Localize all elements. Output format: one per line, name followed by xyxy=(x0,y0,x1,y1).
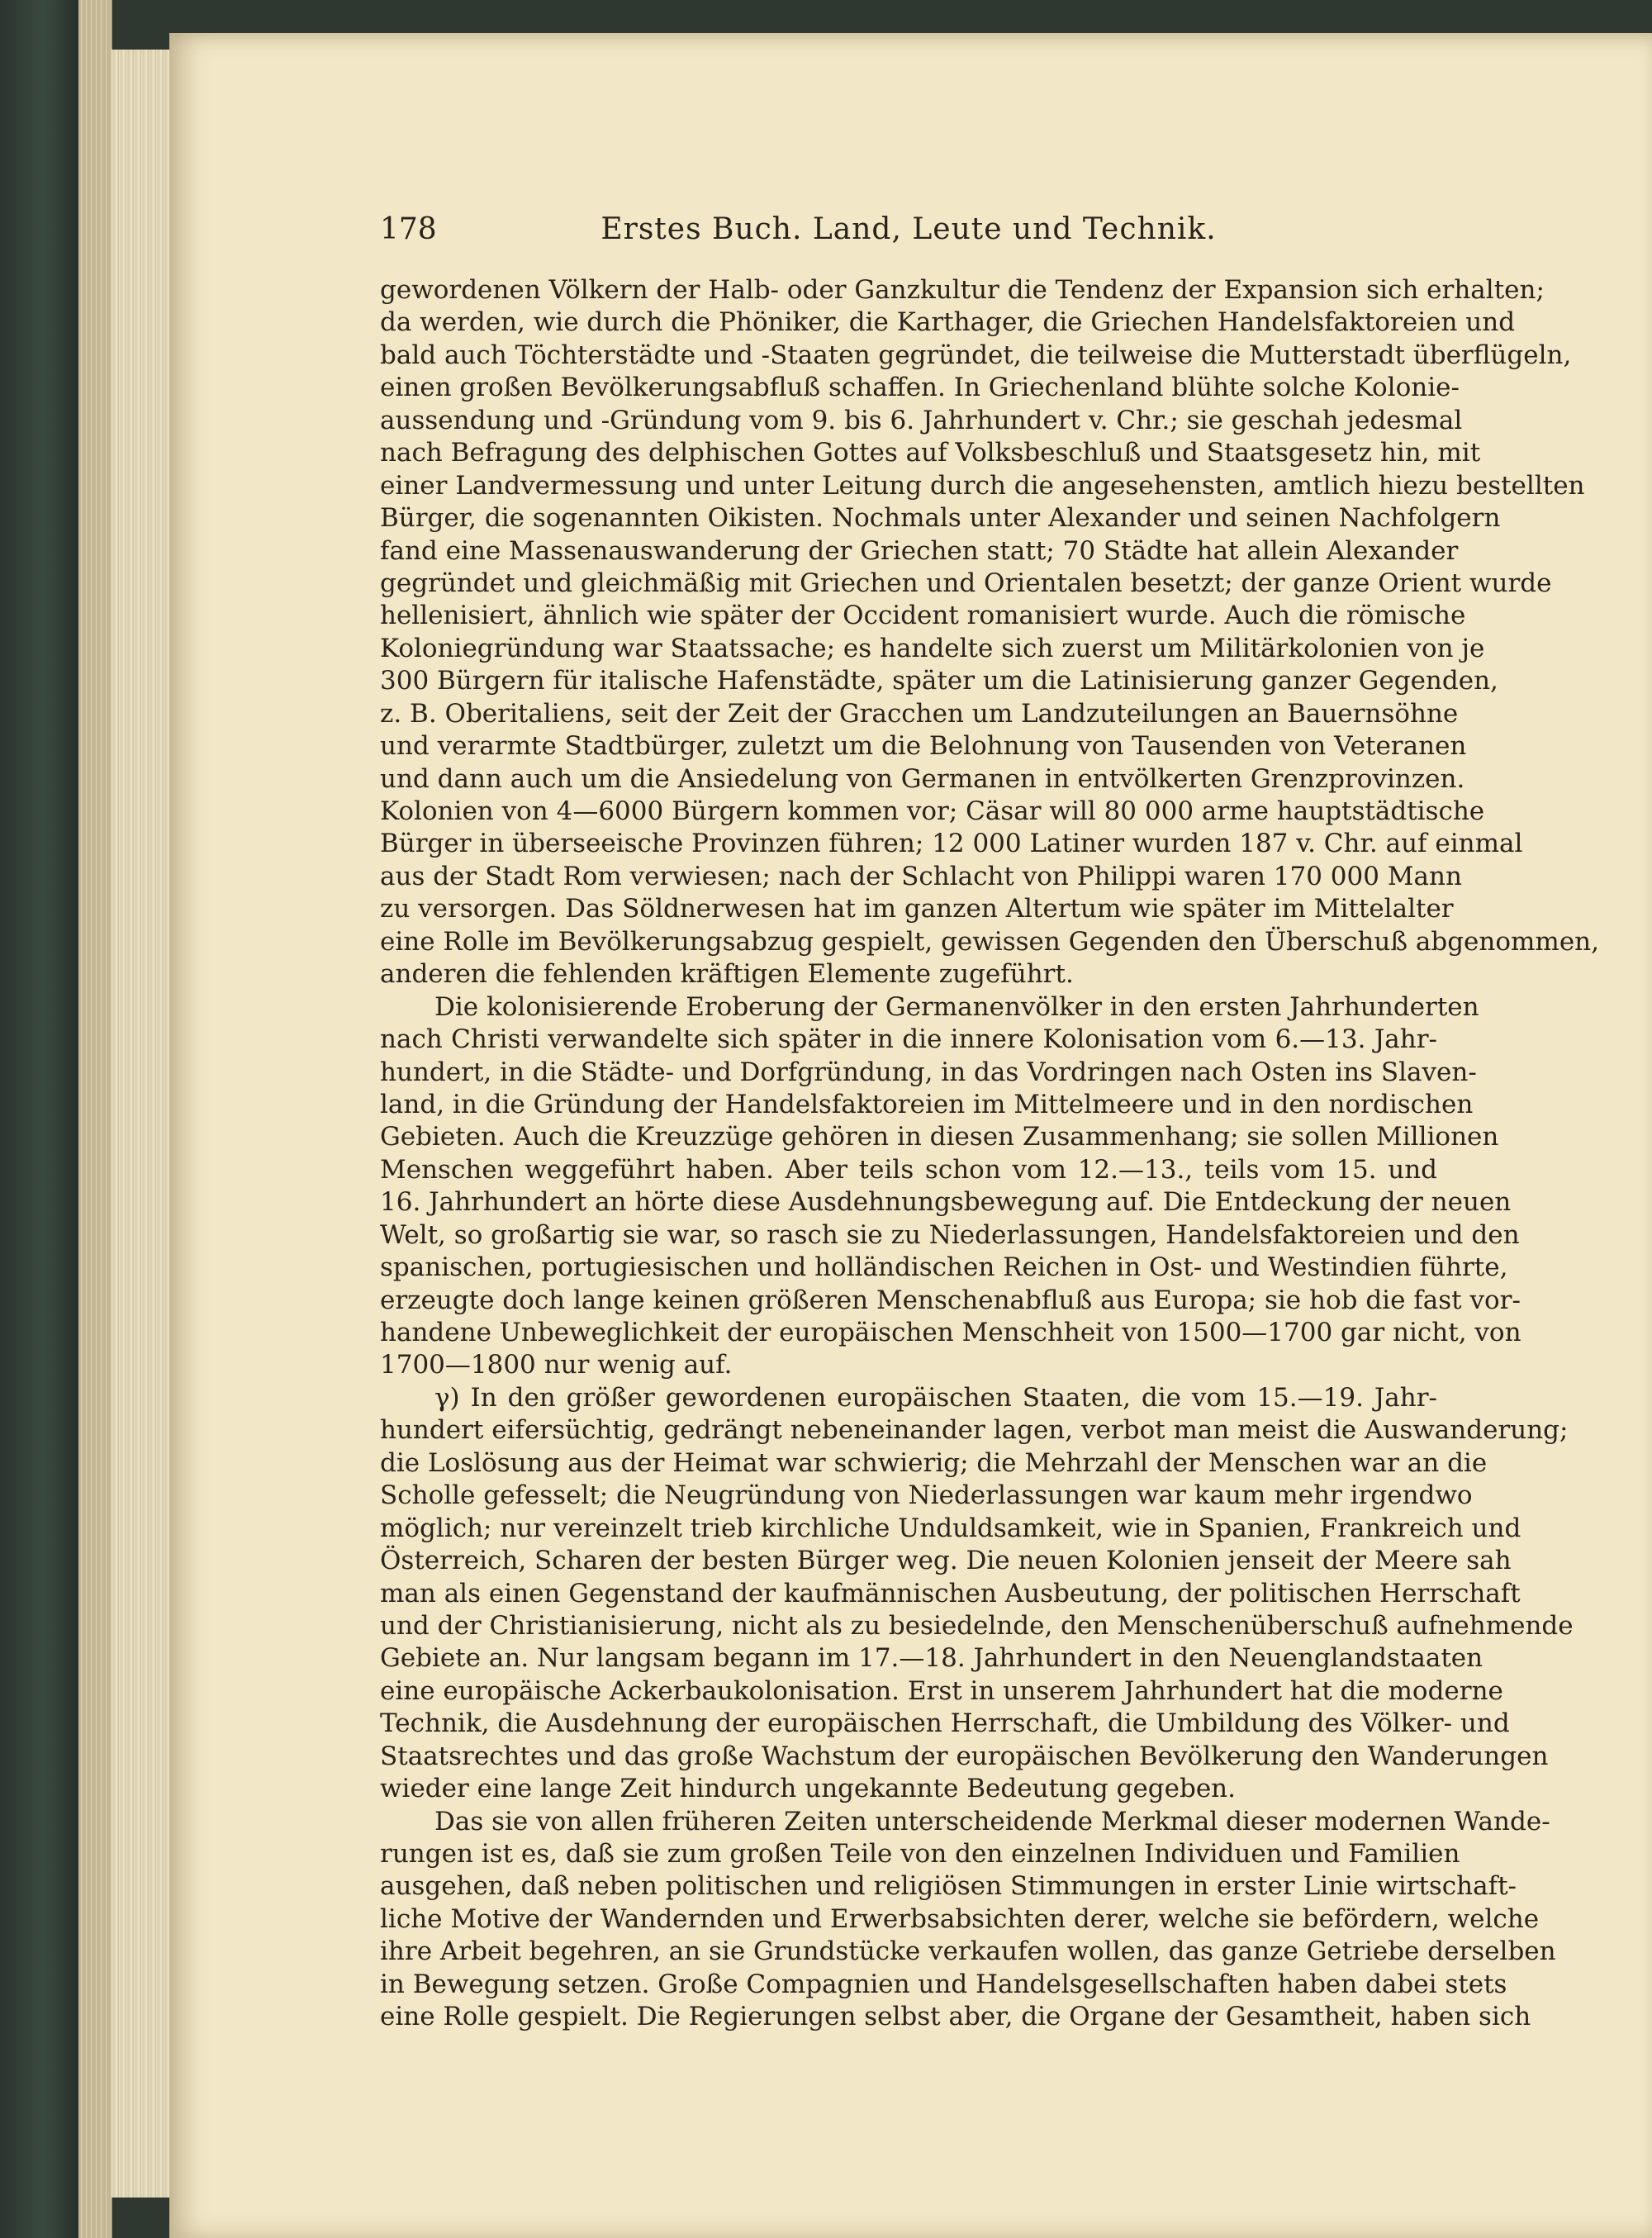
text-line: und der Christianisierung, nicht als zu besiedelnde, den Menschenüberschuß aufnehmende xyxy=(380,1610,1574,1641)
text-line: möglich; nur vereinzelt trieb kirchliche Unduldsamkeit, wie in Spanien, Frankreich und xyxy=(380,1513,1521,1543)
text-line: eine europäische Ackerbaukolonisation. Erst in unserem Jahrhundert hat die moderne xyxy=(380,1675,1503,1706)
text-line: Österreich, Scharen der besten Bürger weg. Die neuen Kolonien jenseit der Meere sah xyxy=(380,1546,1512,1576)
text-line: eine Rolle gespielt. Die Regierungen selbst aber, die Organe der Gesamtheit, haben sich xyxy=(380,2002,1531,2032)
text-line: aussendung und -Gründung vom 9. bis 6. Jahrhundert v. Chr.; sie geschah jedesmal xyxy=(380,405,1463,435)
book-binding xyxy=(0,0,78,2238)
text-line: 1700—1800 nur wenig auf. xyxy=(380,1350,733,1380)
text-line: Gebiete an. Nur langsam begann im 17.—18. Jahrhundert in den Neuenglandstaaten xyxy=(380,1643,1483,1674)
text-line: anderen die fehlenden kräftigen Elemente zugeführt. xyxy=(380,959,1074,990)
text-line: hundert, in die Städte- und Dorfgründung, in das Vordringen nach Osten ins Slaven- xyxy=(380,1057,1477,1087)
text-line: und verarmte Stadtbürger, zuletzt um die Belohnung von Tausenden von Veteranen xyxy=(380,731,1467,762)
text-line: handene Unbeweglichkeit der europäischen Menschheit von 1500—1700 gar nicht, von xyxy=(380,1318,1521,1347)
text-line: spanischen, portugiesischen und holländischen Reichen in Ost- und Westindien führte, xyxy=(380,1252,1508,1283)
text-line: eine Rolle im Bevölkerungsabzug gespielt, gewissen Gegenden den Überschuß abgenommen, xyxy=(380,926,1599,957)
page-header xyxy=(380,208,1437,251)
text-line: z. B. Oberitaliens, seit der Zeit der Gracchen um Landzuteilungen an Bauernsöhne xyxy=(380,698,1459,729)
text-line: γ) In den größer gewordenen europäischen Staaten, die vom 15.—19. Jahr- xyxy=(434,1382,1437,1413)
text-line: Bürger, die sogenannten Oikisten. Nochmals unter Alexander und seinen Nachfolgern xyxy=(380,503,1501,534)
running-title: Erstes Buch. Land, Leute und Technik. xyxy=(601,212,1217,246)
text-line: nach Christi verwandelte sich später in die innere Kolonisation vom 6.—13. Jahr- xyxy=(380,1024,1437,1055)
text-line: gewordenen Völkern der Halb- oder Ganzkultur die Tendenz der Expansion sich erhalten; xyxy=(380,275,1545,305)
text-line: Menschen weggeführt haben. Aber teils schon vom 12.—13., teils vom 15. und xyxy=(380,1154,1437,1185)
text-line: einer Landvermessung und unter Leitung durch die angesehensten, amtlich hiezu bestellten xyxy=(380,470,1585,501)
text-line: Kolonien von 4—6000 Bürgern kommen vor; Cäsar will 80 000 arme hauptstädtische xyxy=(380,796,1485,826)
text-line: erzeugte doch lange keinen größeren Menschenabfluß aus Europa; sie hob die fast vor- xyxy=(380,1285,1521,1315)
text-line: 300 Bürgern für italische Hafenstädte, später um die Latinisierung ganzer Gegenden, xyxy=(380,666,1498,696)
text-line: Bürger in überseeische Provinzen führen; 12 000 Latiner wurden 187 v. Chr. auf einmal xyxy=(380,829,1523,859)
text-line: in Bewegung setzen. Große Compagnien und Handelsgesellschaften haben dabei stets xyxy=(380,1969,1507,1999)
text-line: die Loslösung aus der Heimat war schwierig; die Mehrzahl der Menschen war an die xyxy=(380,1447,1488,1478)
text-line: nach Befragung des delphischen Gottes auf Volksbeschluß und Staatsgesetz hin, mit xyxy=(380,438,1481,468)
text-line: liche Motive der Wandernden und Erwerbsabsichten derer, welche sie befördern, welche xyxy=(380,1903,1540,1934)
text-line: zu versorgen. Das Söldnerwesen hat im ganzen Altertum wie später im Mittelalter xyxy=(380,894,1454,924)
text-line: Das sie von allen früheren Zeiten unterscheidende Merkmal dieser modernen Wande- xyxy=(434,1806,1550,1836)
text-line: da werden, wie durch die Phöniker, die Karthager, die Griechen Handelsfaktoreien und xyxy=(380,307,1516,338)
text-line: einen großen Bevölkerungsabfluß schaffen. In Griechenland blühte solche Kolonie- xyxy=(380,373,1460,403)
page-gutter xyxy=(112,50,169,2198)
text-line: hundert eifersüchtig, gedrängt nebeneinander lagen, verbot man meist die Auswanderung; xyxy=(380,1415,1569,1446)
text-line: Die kolonisierende Eroberung der Germanenvölker in den ersten Jahrhunderten xyxy=(434,991,1479,1022)
text-line: gegründet und gleichmäßig mit Griechen und Orientalen besetzt; der ganze Orient wurde xyxy=(380,568,1552,598)
text-line: ausgehen, daß neben politischen und religiösen Stimmungen in erster Linie wirtschaft- xyxy=(380,1871,1517,1902)
text-line: aus der Stadt Rom verwiesen; nach der Schlacht von Philippi waren 170 000 Mann xyxy=(380,861,1462,891)
text-line: land, in die Gründung der Handelsfaktoreien im Mittelmeere und in den nordischen xyxy=(380,1089,1474,1119)
text-line: 16. Jahrhundert an hörte diese Ausdehnungsbewegung auf. Die Entdeckung der neuen xyxy=(380,1187,1512,1218)
text-line: ihre Arbeit begehren, an sie Grundstücke verkaufen wollen, das ganze Getriebe derselben xyxy=(380,1936,1556,1967)
text-line: wieder eine lange Zeit hindurch ungekannte Bedeutung gegeben. xyxy=(380,1774,1236,1804)
text-line: hellenisiert, ähnlich wie später der Occident romanisiert wurde. Auch die römische xyxy=(380,601,1466,631)
page-edges xyxy=(78,0,112,2238)
body-text xyxy=(380,274,1599,2034)
text-line: Technik, die Ausdehnung der europäischen Herrschaft, die Umbildung des Völker- und xyxy=(380,1708,1510,1739)
text-line: rungen ist es, daß sie zum großen Teile von den einzelnen Individuen und Familien xyxy=(380,1839,1460,1869)
text-line: fand eine Massenauswanderung der Griechen statt; 70 Städte hat allein Alexander xyxy=(380,535,1459,566)
text-line: bald auch Töchterstädte und -Staaten gegründet, die teilweise die Mutterstadt überflügeln, xyxy=(380,340,1572,370)
text-line: Gebieten. Auch die Kreuzzüge gehören in diesen Zusammenhang; sie sollen Millionen xyxy=(380,1122,1499,1152)
page-number: 178 xyxy=(380,212,437,246)
text-line: Koloniegründung war Staatssache; es handelte sich zuerst um Militärkolonien von je xyxy=(380,633,1485,663)
text-line: Welt, so großartig sie war, so rasch sie zu Niederlassungen, Handelsfaktoreien und den xyxy=(380,1219,1520,1250)
text-line: Scholle gefesselt; die Neugründung von Niederlassungen war kaum mehr irgendwo xyxy=(380,1480,1473,1511)
text-line: und dann auch um die Ansiedelung von Germanen in entvölkerten Grenzprovinzen. xyxy=(380,763,1465,794)
text-line: Staatsrechtes und das große Wachstum der europäischen Bevölkerung den Wanderungen xyxy=(380,1741,1549,1771)
text-line: man als einen Gegenstand der kaufmännischen Ausbeutung, der politischen Herrschaft xyxy=(380,1578,1521,1608)
